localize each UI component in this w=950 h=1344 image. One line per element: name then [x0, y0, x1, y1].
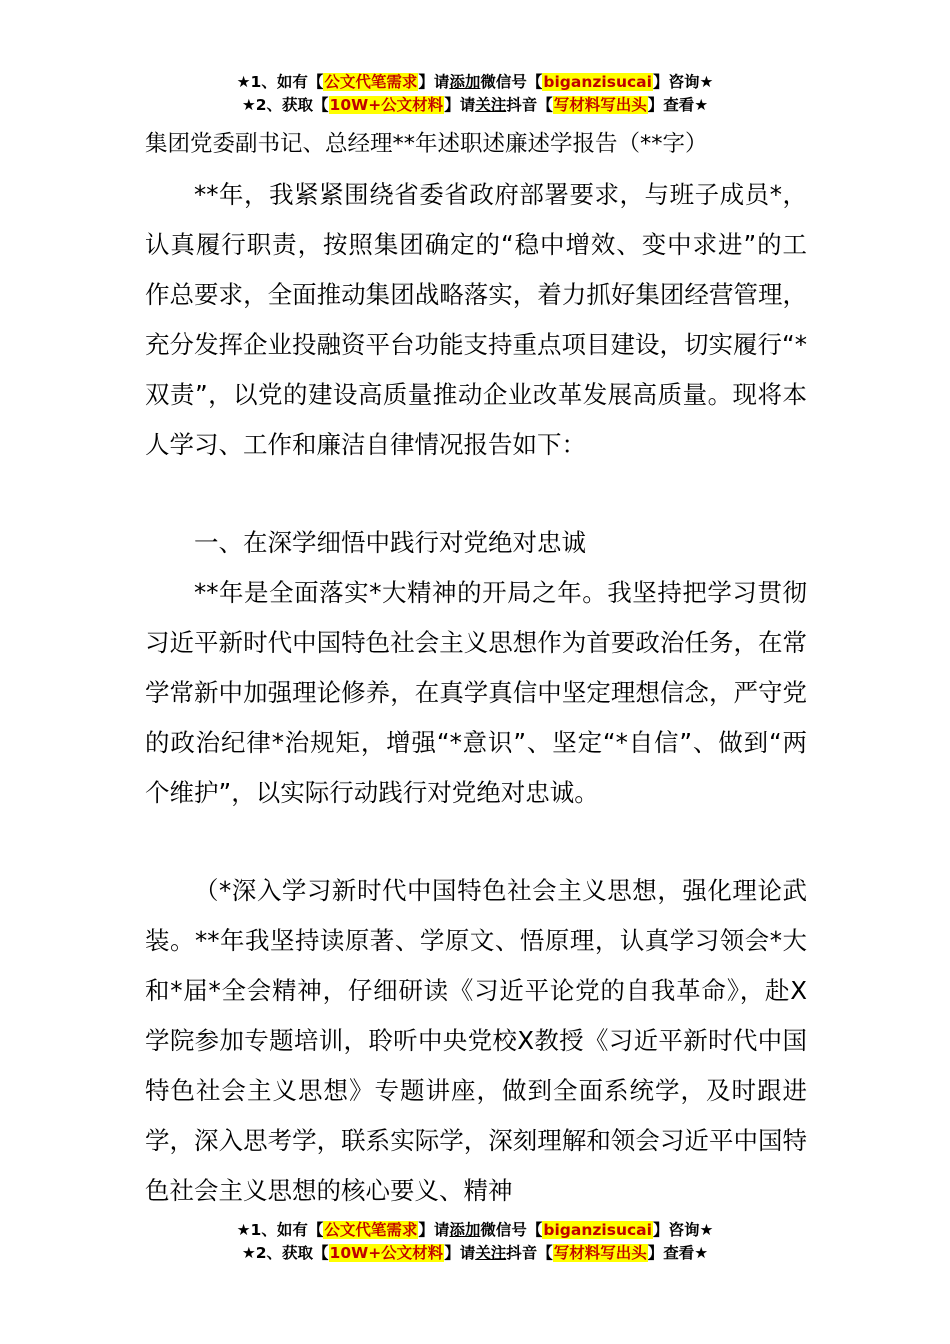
banner-highlight: 10W+公文材料 — [329, 1244, 444, 1262]
banner-text: ★1、如有【 — [236, 1221, 324, 1239]
banner-text: 】请 — [444, 1244, 476, 1262]
banner-text: 抖音【 — [506, 96, 553, 114]
banner-text: 】咨询★ — [652, 1221, 714, 1239]
banner-highlight: 公文代笔需求 — [324, 1221, 418, 1239]
banner-text: 】查看★ — [647, 1244, 709, 1262]
banner-text: 】请 — [444, 96, 476, 114]
banner-text: 】请 — [418, 73, 450, 91]
promo-banner-top-line-2 — [0, 93, 950, 117]
paragraph-intro: **年，我紧紧围绕省委省政府部署要求，与班子成员*，认真履行职责，按照集团确定的“稳中增效、变中求进”的工作总要求，全面推动集团战略落实，着力抓好集团经营管理，充分发挥企业投融资平台功能支持重点项目建设，切实履行“*双责”，以党的建设高质量推动企业改革发展高质量。现将本人学习、工作和廉洁自律情况报告如下： — [145, 180, 807, 459]
banner-text: 微信号【 — [480, 73, 543, 91]
banner-text: ★2、获取【 — [241, 1244, 329, 1262]
banner-text: ★1、如有【 — [236, 73, 324, 91]
banner-wechat-id: biganzisucai — [543, 1221, 652, 1239]
banner-text: ★2、获取【 — [241, 96, 329, 114]
section-heading-1: 一、在深学细悟中践行对党绝对忠诚 — [194, 528, 586, 557]
banner-douyin-id: 写材料写出头 — [553, 1244, 647, 1262]
promo-banner-bottom-line-1 — [0, 1218, 950, 1242]
banner-underlined-text: 添加 — [449, 1221, 481, 1239]
document-title: 集团党委副书记、总经理**年述职述廉述学报告（**字） — [145, 131, 708, 157]
banner-text: 】咨询★ — [652, 73, 714, 91]
banner-highlight: 公文代笔需求 — [324, 73, 418, 91]
banner-underlined-text: 添加 — [449, 73, 481, 91]
promo-banner-bottom-line-2 — [0, 1241, 950, 1265]
banner-underlined-text: 关注 — [475, 96, 507, 114]
banner-highlight: 10W+公文材料 — [329, 96, 444, 114]
paragraph-section-1: **年是全面落实*大精神的开局之年。我坚持把学习贯彻习近平新时代中国特色社会主义思想作为首要政治任务，在常学常新中加强理论修养，在真学真信中坚定理想信念，严守党的政治纪律*治规矩，增强“*意识”、坚定“*自信”、做到“两个维护”，以实际行动践行对党绝对忠诚。 — [145, 578, 807, 807]
banner-underlined-text: 关注 — [475, 1244, 507, 1262]
banner-text: 微信号【 — [480, 1221, 543, 1239]
promo-banner-top-line-1 — [0, 70, 950, 94]
paragraph-subsection-1: （*深入学习新时代中国特色社会主义思想，强化理论武装。**年我坚持读原著、学原文、悟原理，认真学习领会*大和*届*全会精神，仔细研读《习近平论党的自我革命》，赴X学院参加专题培训，聆听中央党校X教授《习近平新时代中国特色社会主义思想》专题讲座，做到全面系统学，及时跟进学，深入思考学，联系实际学，深刻理解和领会习近平中国特色社会主义思想的核心要义、精神 — [145, 876, 807, 1205]
banner-text: 】请 — [418, 1221, 450, 1239]
banner-douyin-id: 写材料写出头 — [553, 96, 647, 114]
banner-wechat-id: biganzisucai — [543, 73, 652, 91]
banner-text: 】查看★ — [647, 96, 709, 114]
banner-text: 抖音【 — [506, 1244, 553, 1262]
